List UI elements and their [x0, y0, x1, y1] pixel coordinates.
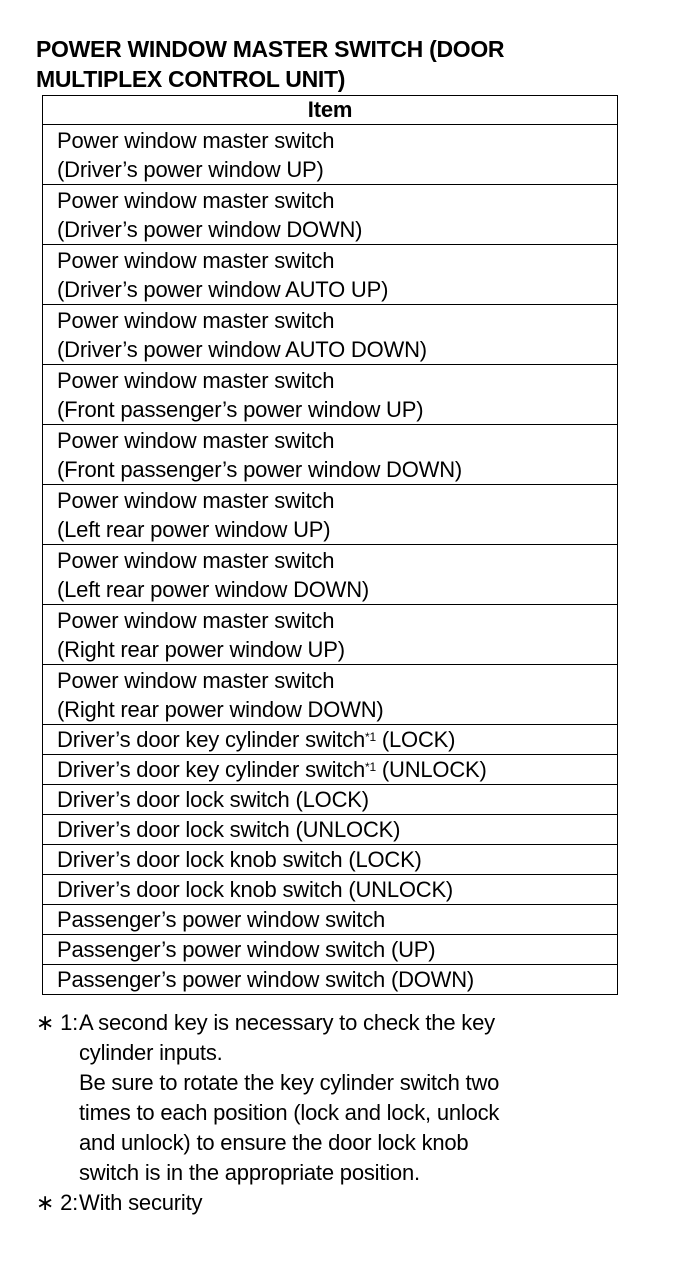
- table-row: [43, 935, 618, 965]
- footnote-line: With security: [79, 1190, 203, 1215]
- cell-line-1: Power window master switch: [57, 307, 335, 333]
- cell-line-2: (Right rear power window DOWN): [57, 696, 384, 722]
- cell-line-1: Power window master switch: [57, 667, 335, 693]
- table-cell: Passenger’s power window switch (DOWN): [43, 965, 618, 995]
- table-cell: [43, 125, 618, 185]
- item-table: [42, 95, 618, 995]
- table-row: [43, 245, 618, 305]
- table-row: [43, 665, 618, 725]
- cell-line-1: Power window master switch: [57, 427, 335, 453]
- cell-line-1: Power window master switch: [57, 187, 335, 213]
- cell-suffix: (LOCK): [375, 727, 456, 752]
- table-cell: Driver’s door lock switch (LOCK): [43, 785, 618, 815]
- cell-line-2: (Left rear power window UP): [57, 516, 331, 542]
- cell-line-1: Power window master switch: [57, 487, 335, 513]
- table-cell: [43, 665, 618, 725]
- footnote-1: [36, 1008, 656, 1188]
- table-row: [43, 605, 618, 665]
- table-row: [43, 185, 618, 245]
- title-line-2: MULTIPLEX CONTROL UNIT): [36, 66, 346, 92]
- footnote-line: A second key is necessary to check the key: [79, 1010, 495, 1035]
- cell-line-1: Power window master switch: [57, 247, 335, 273]
- table-cell: Driver’s door lock knob switch (LOCK): [43, 845, 618, 875]
- cell-line-2: (Driver’s power window AUTO UP): [57, 276, 389, 302]
- table-row: [43, 365, 618, 425]
- table-cell: [43, 485, 618, 545]
- table-row: [43, 425, 618, 485]
- cell-line-1: Power window master switch: [57, 367, 335, 393]
- title-line-1: POWER WINDOW MASTER SWITCH (DOOR: [36, 36, 505, 62]
- cell-line-2: (Left rear power window DOWN): [57, 576, 370, 602]
- footnote-ref: *1: [365, 760, 376, 774]
- footnote-line: switch is in the appropriate position.: [79, 1160, 420, 1185]
- table-row: [43, 875, 618, 905]
- table-cell: [43, 305, 618, 365]
- table-row: [43, 905, 618, 935]
- cell-line-2: (Driver’s power window AUTO DOWN): [57, 336, 427, 362]
- table-header-row: [43, 96, 618, 125]
- table-row: [43, 725, 618, 755]
- table-row: [43, 125, 618, 185]
- table-row: [43, 785, 618, 815]
- footnote-line: cylinder inputs.: [79, 1040, 223, 1065]
- cell-line-2: (Driver’s power window DOWN): [57, 216, 363, 242]
- footnote-line: times to each position (lock and lock, unlock: [79, 1100, 500, 1125]
- table-row: [43, 755, 618, 785]
- cell-line-2: (Front passenger’s power window DOWN): [57, 456, 463, 482]
- table-cell: [43, 605, 618, 665]
- footnote-line: Be sure to rotate the key cylinder switch two: [79, 1070, 500, 1095]
- cell-text: Driver’s door key cylinder switch: [57, 727, 366, 752]
- column-header-item: Item: [43, 96, 618, 125]
- cell-text: Driver’s door key cylinder switch: [57, 757, 366, 782]
- cell-line-1: Power window master switch: [57, 127, 335, 153]
- table-row: [43, 845, 618, 875]
- table-cell: Driver’s door lock switch (UNLOCK): [43, 815, 618, 845]
- table-cell: Driver’s door lock knob switch (UNLOCK): [43, 875, 618, 905]
- table-cell: Passenger’s power window switch: [43, 905, 618, 935]
- footnote-marker: ∗ 2:: [36, 1190, 79, 1215]
- cell-line-2: (Right rear power window UP): [57, 636, 345, 662]
- table-cell: [43, 425, 618, 485]
- table-row: [43, 965, 618, 995]
- table-row: [43, 485, 618, 545]
- table-row: [43, 815, 618, 845]
- footnote-2: [36, 1188, 656, 1218]
- footnotes: [36, 1008, 656, 1218]
- cell-line-2: (Front passenger’s power window UP): [57, 396, 424, 422]
- cell-suffix: (UNLOCK): [375, 757, 487, 782]
- table-cell: [43, 245, 618, 305]
- footnote-marker: ∗ 1:: [36, 1010, 79, 1035]
- page-title: [36, 34, 636, 94]
- table-row: [43, 545, 618, 605]
- table-row: [43, 305, 618, 365]
- table-cell: [43, 755, 618, 785]
- table-cell: [43, 545, 618, 605]
- table-cell: [43, 725, 618, 755]
- table-cell: [43, 365, 618, 425]
- footnote-line: and unlock) to ensure the door lock knob: [79, 1130, 469, 1155]
- cell-line-2: (Driver’s power window UP): [57, 156, 324, 182]
- cell-line-1: Power window master switch: [57, 607, 335, 633]
- cell-line-1: Power window master switch: [57, 547, 335, 573]
- table-cell: [43, 185, 618, 245]
- footnote-ref: *1: [365, 730, 376, 744]
- table-cell: Passenger’s power window switch (UP): [43, 935, 618, 965]
